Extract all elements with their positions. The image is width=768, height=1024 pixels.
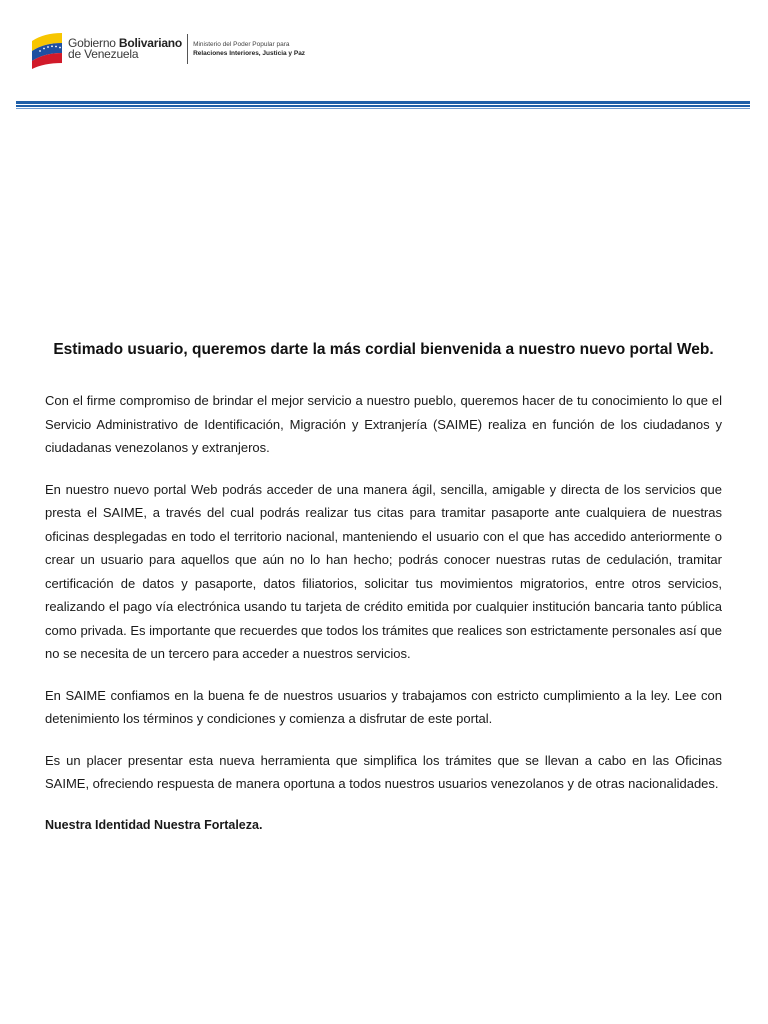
closing-motto: Nuestra Identidad Nuestra Fortaleza.: [45, 817, 263, 832]
gov-line1-bold: Bolivariano: [118, 36, 183, 50]
page-title: Estimado usuario, queremos darte la más cordial bienvenida a nuestro nuevo portal Web.: [53, 341, 714, 358]
government-name: [68, 38, 182, 60]
welcome-content: [45, 340, 722, 855]
paragraph-4: Es un placer presentar esta nueva herramienta que simplifica los trámites que se llevan a cabo en las Oficinas SAIME, ofreciendo respuesta de manera oportuna a todos nuestros usuarios venezolanos y de otras nacionalidades.: [45, 752, 722, 791]
header-rule-mid: [16, 105, 750, 107]
paragraph-3: En SAIME confiamos en la buena fe de nuestros usuarios y trabajamos con estricto cumplimiento a la ley. Lee con detenimiento los términos y condiciones y comienza a disfrutar de este portal.: [45, 687, 722, 726]
header-rule-thin: [16, 108, 750, 109]
ministry-line2: Relaciones Interiores, Justicia y Paz: [193, 50, 306, 57]
ministry-name: [193, 40, 305, 58]
gov-line1-prefix: Gobierno: [68, 36, 116, 50]
header-divider: [187, 34, 188, 64]
paragraph-2: En nuestro nuevo portal Web podrás acceder de una manera ágil, sencilla, amigable y directa de los servicios que presta el SAIME, a través del cual podrás realizar tus citas para tramitar pasaporte ante cualquiera de nuestras oficinas desplegadas en todo el territorio nacional, manteniendo el usuario con el que has accedido anteriormente o crear un usuario para aquellos que aún no lo han hecho; podrás conocer nuestras rutas de cedulación, tramitar certificación de datos y pasaporte, datos filiatorios, solicitar tus movimientos migratorios, entre otros servicios, realizando el pago vía electrónica usando tu tarjeta de crédito emitida por cualquier institución bancaria tanto pública como privada. Es importante que recuerdes que todos los trámites que realices son estrictamente personales así que no se necesita de un tercero para acceder a nuestros servicios.: [45, 481, 722, 661]
government-header: [30, 26, 305, 72]
paragraph-1: Con el firme compromiso de brindar el mejor servicio a nuestro pueblo, queremos hacer de tu conocimiento lo que el Servicio Administrativo de Identificación, Migración y Extranjería (SAIME) realiza en función de los ciudadanos y ciudadanas venezolanos y extranjeros.: [45, 393, 722, 455]
ministry-line1: Ministerio del Poder Popular para: [193, 41, 290, 48]
venezuela-flag-icon: [30, 29, 64, 69]
header-rule-thick: [16, 101, 750, 104]
gov-line2: de Venezuela: [68, 47, 139, 61]
